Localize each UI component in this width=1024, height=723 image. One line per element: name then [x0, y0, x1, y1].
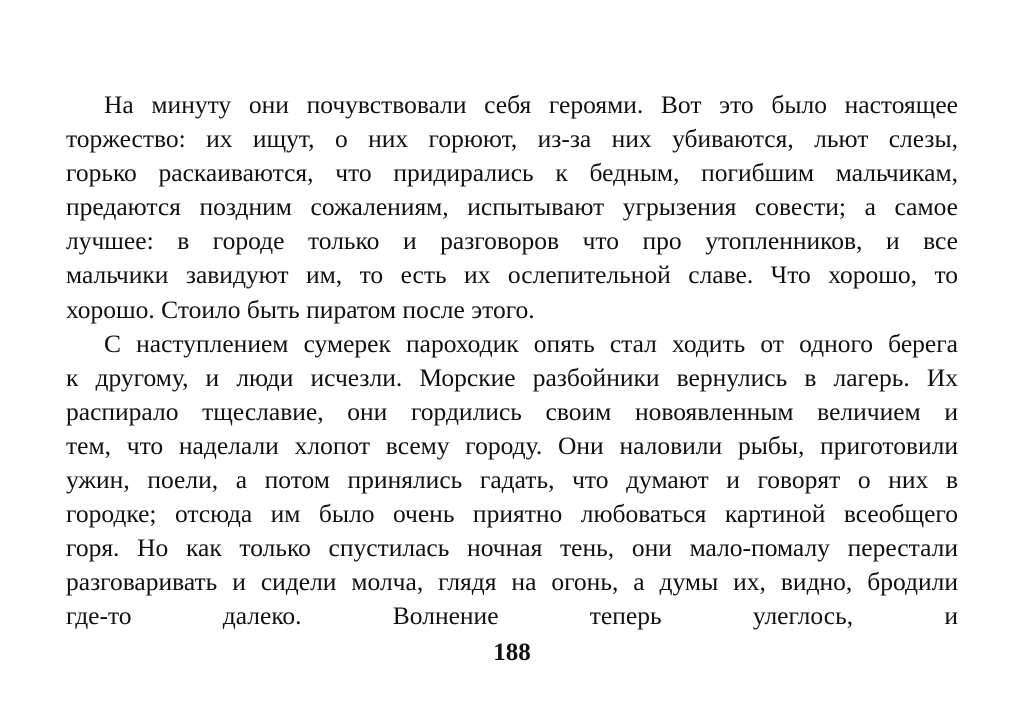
paragraph-2 — [66, 327, 958, 668]
text-line: распирало тщеславие, они гордились своим новоявленным величием и — [66, 396, 958, 426]
text-line: лучшее: в городе только и разговоров что про утопленников, и все — [66, 226, 958, 256]
text-line: разговаривать и сидели молча, глядя на огонь, а думы их, видно, бродили — [66, 567, 958, 597]
paragraph-1 — [66, 88, 958, 327]
text-line: городке; отсюда им было очень приятно любоваться картиной всеобщего — [66, 499, 958, 529]
page-number: 188 — [493, 639, 531, 666]
body-text — [66, 88, 958, 668]
text-line: к другому, и люди исчезли. Морские разбойники вернулись в лагерь. Их — [66, 362, 958, 392]
text-line: мальчики завидуют им, то есть их ослепительной славе. Что хорошо, то — [66, 260, 958, 290]
text-line: хорошо. Стоило быть пиратом после этого. — [66, 294, 535, 324]
text-line: предаются поздним сожалениям, испытывают угрызения совести; а самое — [66, 192, 958, 222]
text-line: горя. Но как только спустилась ночная тень, они мало-помалу перестали — [66, 533, 958, 563]
text-line: С наступлением сумерек пароходик опять стал ходить от одного берега — [104, 328, 958, 358]
text-line: торжество: их ищут, о них горюют, из-за них убиваются, льют слезы, — [66, 124, 958, 154]
text-line: горько раскаиваются, что придирались к бедным, погибшим мальчикам, — [66, 158, 958, 188]
text-line: ужин, поели, а потом принялись гадать, что думают и говорят о них в — [66, 465, 958, 495]
text-line: На минуту они почувствовали себя героями. Вот это было настоящее — [104, 90, 958, 119]
text-line: тем, что наделали хлопот всему городу. Они наловили рыбы, приготовили — [66, 430, 958, 460]
text-line: где-то далеко. Волнение теперь улеглось, и — [66, 601, 958, 631]
